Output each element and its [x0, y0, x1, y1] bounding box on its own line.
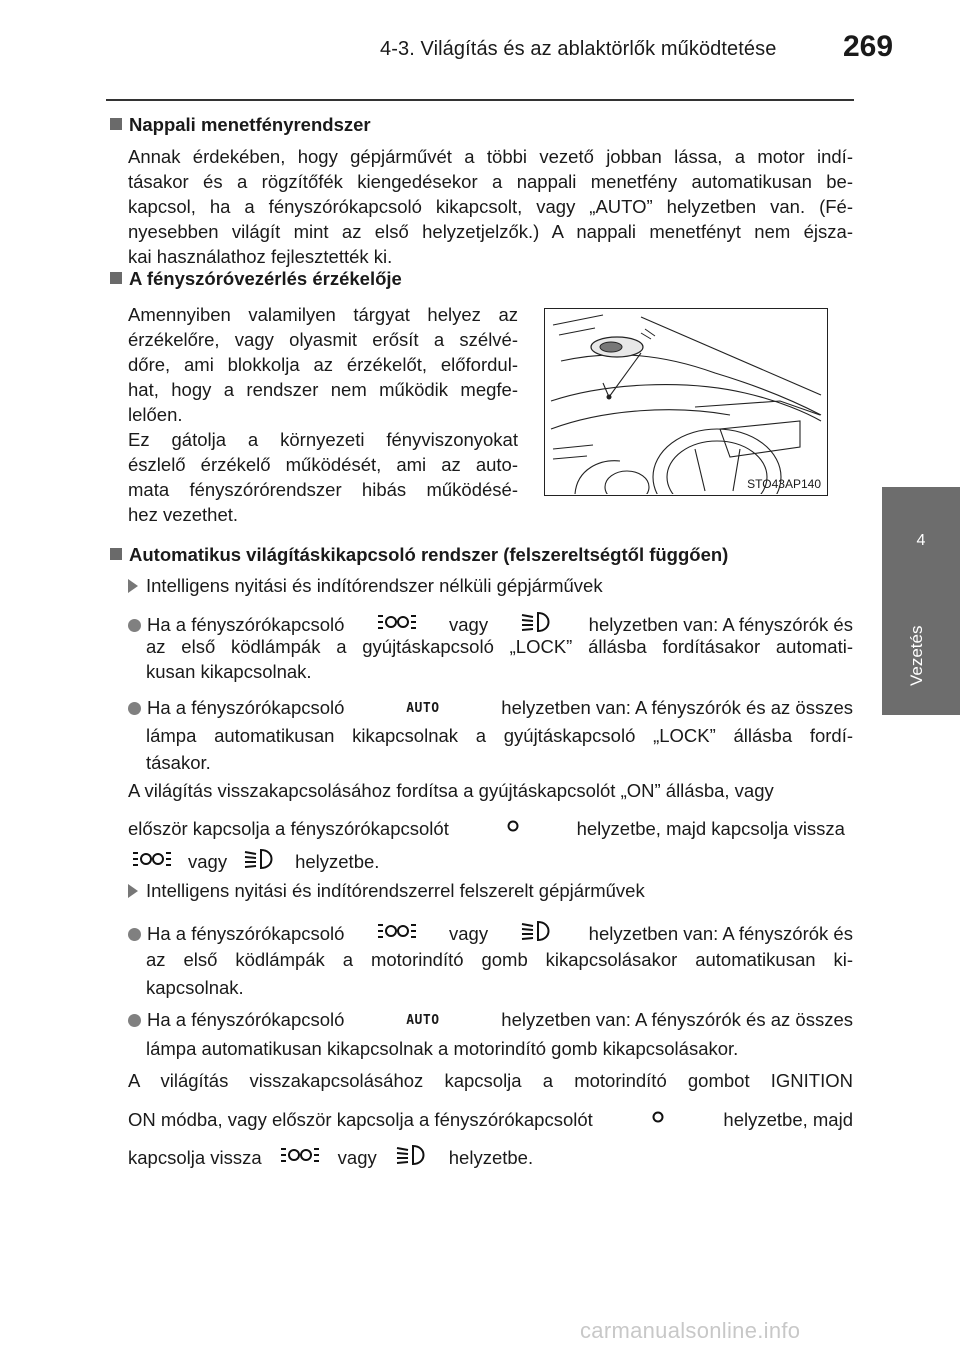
text: helyzetbe, majd — [723, 1108, 853, 1130]
section-title-text: A fényszóróvezérlés érzékelője — [129, 268, 402, 289]
restore-1-line-1: A világítás visszakapcsolásához fordítsa a gyújtáskapcsolót „ON” állásba, vagy — [128, 780, 774, 801]
parking-lights-icon — [278, 1142, 322, 1173]
text: helyzetben van: A fényszórók és — [588, 922, 853, 944]
bullet-3-lead — [128, 923, 344, 945]
text-line: kusan kikapcsolnak. — [146, 661, 312, 682]
text-line: lámpa automatikusan kikapcsolnak a gyújtáskapcsoló „LOCK” állásba fordí- — [146, 725, 853, 746]
dashboard-illustration — [545, 309, 826, 494]
text: vagy — [188, 850, 228, 872]
text: helyzetbe, majd kapcsolja vissza — [576, 817, 845, 839]
text-line: hat, hogy a rendszer nem működik megfe- — [128, 379, 518, 400]
section-title-auto-off — [110, 544, 728, 566]
text-line: érzékelőre, vagy olyasmit erősít a szélvé- — [128, 329, 518, 350]
text-line: kapcsolnak. — [146, 977, 244, 998]
running-head: 4-3. Világítás és az ablaktörlők működtetése — [380, 38, 777, 60]
bullet-dot — [128, 619, 141, 632]
bullet-1-cont — [146, 634, 853, 684]
bullet-4-lead — [128, 1009, 344, 1031]
dashboard-sensor-figure — [544, 308, 828, 496]
text-line: lelően. — [128, 404, 183, 425]
chapter-label-text: Vezetés — [907, 625, 926, 686]
subheading-smart-key — [128, 880, 645, 902]
bullet-dot — [128, 928, 141, 941]
bullet-1-lead — [128, 614, 344, 636]
restore-2-line-1 — [128, 1070, 853, 1092]
section-marker — [110, 118, 122, 130]
text-line: az első ködlámpák a motorindító gomb kikapcsolásakor automatikusan ki- — [146, 949, 853, 970]
bullet-4-cont: lámpa automatikusan kikapcsolnak a motorindító gomb kikapcsolásakor. — [146, 1038, 739, 1059]
restore-2-line-3 — [128, 1142, 533, 1173]
text-line: hez vezethet. — [128, 504, 239, 525]
parking-lights-icon — [130, 846, 174, 877]
auto-mode-icon: AUTO — [406, 700, 440, 716]
off-position-icon — [493, 813, 533, 844]
text: vagy — [337, 1146, 377, 1168]
section-marker — [110, 548, 122, 560]
section-title-text: Automatikus világításkikapcsoló rendszer (felszereltségtől függően) — [129, 544, 729, 565]
text: helyzetben van: A fényszórók és — [588, 613, 853, 635]
figure-code: STO43AP140 — [747, 477, 821, 491]
arrow-marker-icon — [128, 579, 138, 593]
text: kapcsolja vissza — [128, 1146, 262, 1168]
subheading-no-smart-key — [128, 575, 603, 597]
section-title-drl — [110, 114, 371, 136]
subheading-text: Intelligens nyitási és indítórendszer nélküli gépjárművek — [146, 575, 603, 596]
bullet-3-cont — [146, 946, 853, 1002]
text-line: tásakor és a rögzítőfék kiengedésekor a nappali menetfény automatikusan be- — [128, 171, 853, 192]
text-line: kai használathoz fejlesztették ki. — [128, 246, 393, 267]
restore-2-line-2 — [128, 1104, 853, 1135]
bullet-2-lead — [128, 697, 344, 719]
section-marker — [110, 272, 122, 284]
headlight-icon — [518, 918, 558, 949]
page-number: 269 — [843, 30, 894, 63]
text-line: mata fényszórórendszer hibás működésé- — [128, 479, 518, 500]
text: Ha a fényszórókapcsoló — [147, 1009, 345, 1030]
bullet-4-line-1 — [128, 1009, 853, 1031]
parking-lights-icon — [375, 918, 419, 949]
bullet-2-line-1 — [128, 697, 853, 719]
text-line: nyesebben világít mint az első helyzetjelzők.) A nappali menetfényt nem éjsza- — [128, 221, 853, 242]
chapter-number: 4 — [916, 532, 926, 549]
text-line: kapcsol, ha a fényszórókapcsoló kikapcsolt, vagy „AUTO” helyzetben van. (Fé- — [128, 196, 853, 217]
headlight-icon — [241, 846, 281, 877]
chapter-label — [897, 600, 937, 690]
drl-paragraph — [128, 144, 853, 269]
text: A világítás visszakapcsolásához kapcsolja a motorindító gombot IGNITION — [128, 1070, 853, 1091]
text: helyzetbe. — [448, 1146, 534, 1168]
text: Ha a fényszórókapcsoló — [147, 922, 345, 944]
text-line: tásakor. — [146, 752, 211, 773]
header-rule — [106, 99, 854, 101]
text-line: dőre, ami blokkolja az érzékelőt, előfordul- — [128, 354, 518, 375]
text-line: az első ködlámpák a gyújtáskapcsoló „LOCK” állásba fordításakor automati- — [146, 636, 853, 657]
sensor-paragraph — [128, 302, 518, 527]
text: vagy — [449, 613, 489, 635]
section-title-text: Nappali menetfényrendszer — [129, 114, 371, 135]
text-line: észlelő érzékelő működését, ami az auto- — [128, 454, 518, 475]
auto-mode-icon: AUTO — [406, 1012, 440, 1028]
watermark: carmanualsonline.info — [580, 1318, 801, 1343]
text: helyzetben van: A fényszórók és az összes — [501, 1009, 853, 1030]
bullet-dot — [128, 1014, 141, 1027]
text: Ha a fényszórókapcsoló — [147, 613, 345, 635]
restore-1-line-3 — [130, 846, 379, 877]
text: vagy — [449, 922, 489, 944]
off-position-icon — [638, 1104, 678, 1135]
restore-1-line-2 — [128, 813, 845, 844]
bullet-3-line-1 — [128, 918, 853, 949]
text: helyzetbe. — [295, 850, 380, 872]
bullet-dot — [128, 702, 141, 715]
headlight-icon — [393, 1142, 433, 1173]
text: ON módba, vagy először kapcsolja a fényszórókapcsolót — [128, 1108, 593, 1130]
text-line: Amennyiben valamilyen tárgyat helyez az — [128, 304, 518, 325]
subheading-text: Intelligens nyitási és indítórendszerrel felszerelt gépjárművek — [146, 880, 645, 901]
text: helyzetben van: A fényszórók és az összes — [501, 697, 853, 718]
bullet-2-cont — [146, 722, 853, 776]
text: Ha a fényszórókapcsoló — [147, 697, 345, 718]
text: először kapcsolja a fényszórókapcsolót — [128, 817, 449, 839]
section-title-sensor — [110, 268, 402, 290]
text-line: Annak érdekében, hogy gépjárművét a többi vezető jobban lássa, a motor indí- — [128, 146, 853, 167]
text-line: Ez gátolja a környezeti fényviszonyokat — [128, 429, 518, 450]
arrow-marker-icon — [128, 884, 138, 898]
